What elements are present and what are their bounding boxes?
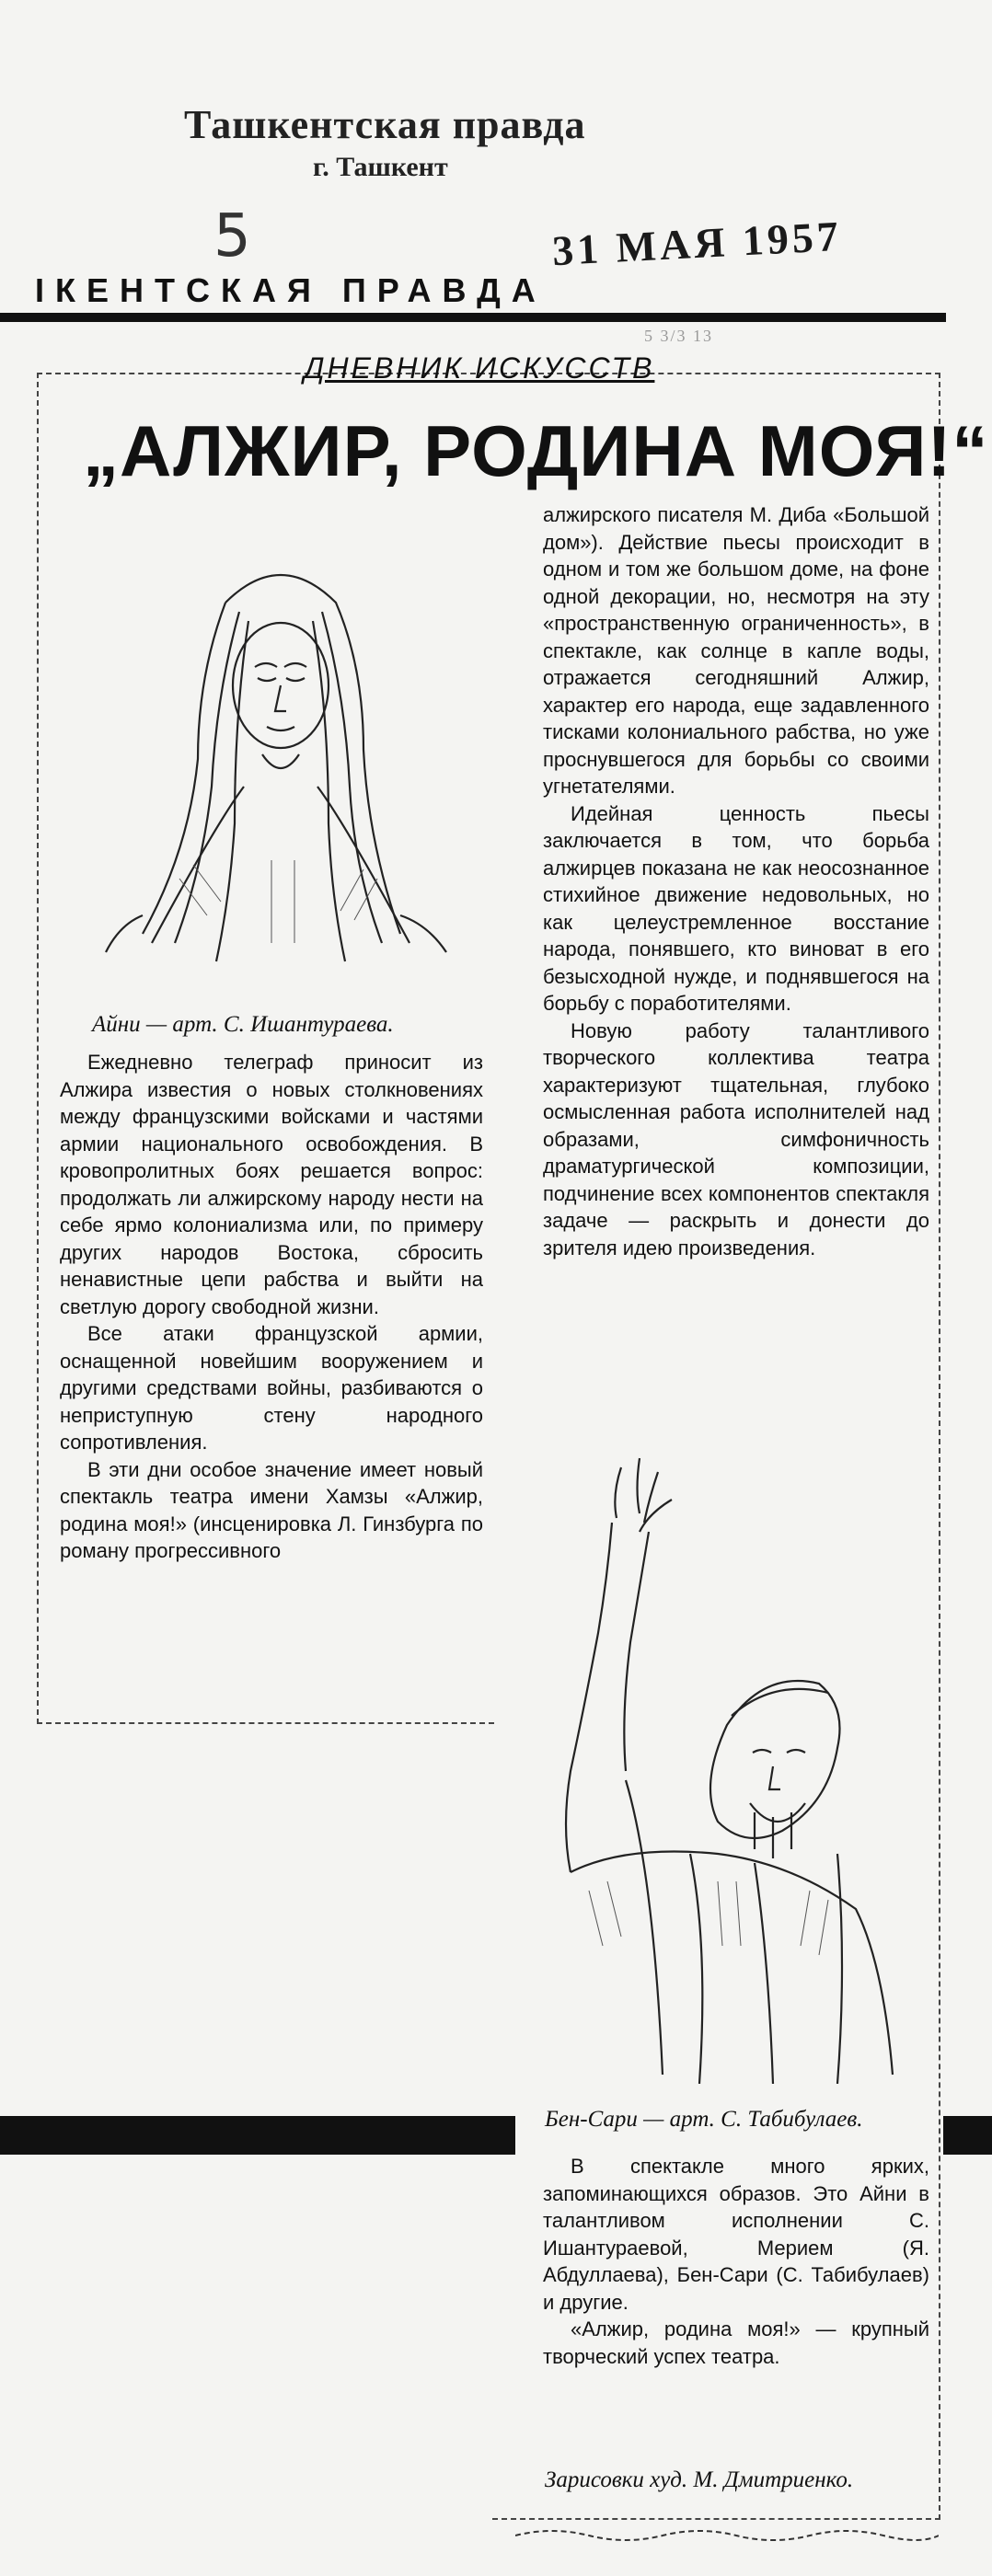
page-rule-band-right: [943, 2116, 992, 2155]
article-column-left: [60, 1049, 483, 1565]
article-column-right: [543, 501, 929, 1261]
headline: „АЛЖИР, РОДИНА МОЯ!“: [83, 410, 989, 491]
clipping-stamp-city: г. Ташкент: [313, 152, 448, 182]
ben-sari-caption: Бен-Сари — арт. С. Табибулаев.: [545, 2107, 863, 2132]
handwritten-mark: 5: [213, 202, 251, 270]
page-rule-band: [0, 2116, 515, 2155]
faint-stamp: 5 3/3 13: [644, 327, 714, 345]
paragraph: В эти дни особое значение имеет новый спектакль театра имени Хамзы «Алжир, родина моя!» (инсценировка Л. Гинзбурга по роману прогрессивного: [60, 1457, 483, 1562]
paragraph: «Алжир, родина моя!» — крупный творческий успех театра.: [543, 2317, 929, 2368]
clipping-stamp-date: 31 МАЯ 1957: [550, 212, 843, 275]
ben-sari-portrait-illustration: [534, 1449, 934, 2084]
illustrator-credit: Зарисовки худ. М. Дмитриенко.: [545, 2467, 854, 2492]
aini-portrait-illustration: [87, 547, 474, 971]
article-column-bottom: [543, 2153, 929, 2370]
paragraph: алжирского писателя М. Диба «Большой дом»). Действие пьесы происходит в одном и том же большом доме, на фоне одной декорации, но, несмотря на эту «пространственную ограниченность», в спектакле, как солнце в капле воды, отражается сегодняшний Алжир, характер его народа, еще задавленного тисками колониального рабства, но уже проснувшегося для борьбы со своими угнетателями.: [543, 503, 929, 798]
paragraph: Идейная ценность пьесы заключается в том, что борьба алжирцев показана не как неосознанное стихийное движение недовольных, но как целеустремленное восстание народа, понявшего, кто виноват в его безысходной нужде, и поднявшегося на борьбу с поработителями.: [543, 801, 929, 1015]
paragraph: В спектакле много ярких, запоминающихся образов. Это Айни в талантливом исполнении С. Ишантураевой, Мерием (Я. Абдуллаева), Бен-Сари (С. Табибулаев) и другие.: [543, 2155, 929, 2314]
section-title: ДНЕВНИК ИСКУССТВ: [304, 351, 655, 385]
aini-caption: Айни — арт. С. Ишантураева.: [92, 1012, 394, 1037]
bottom-frame-squiggle: [515, 2523, 939, 2548]
paragraph: Ежедневно телеграф приносит из Алжира известия о новых столкновениях между французскими войсками и частями армии национального освобождения. В кровопролитных боях решается вопрос: продолжать ли алжирскому народу нести на себе ярмо колониализма или, по примеру других народов Востока, сбросить ненавистные цепи рабства и выйти на светлую дорогу свободной жизни.: [60, 1051, 483, 1318]
masthead-rule: [0, 313, 946, 322]
paragraph: Все атаки французской армии, оснащенной новейшим вооружением и другими средствами войны, разбиваются о неприступную стену народного сопротивления.: [60, 1322, 483, 1454]
paragraph: Новую работу талантливого творческого коллектива театра характеризуют тщательная, глубоко осмысленная работа исполнителей над образами, симфоничность драматургической композиции, подчинение всех компонентов спектакля задаче — раскрыть и донести до зрителя идею произведения.: [543, 1018, 929, 1259]
clipping-stamp-paper: Ташкентская правда: [184, 102, 586, 147]
newspaper-masthead: ІКЕНТСКАЯ ПРАВДА: [35, 271, 547, 309]
